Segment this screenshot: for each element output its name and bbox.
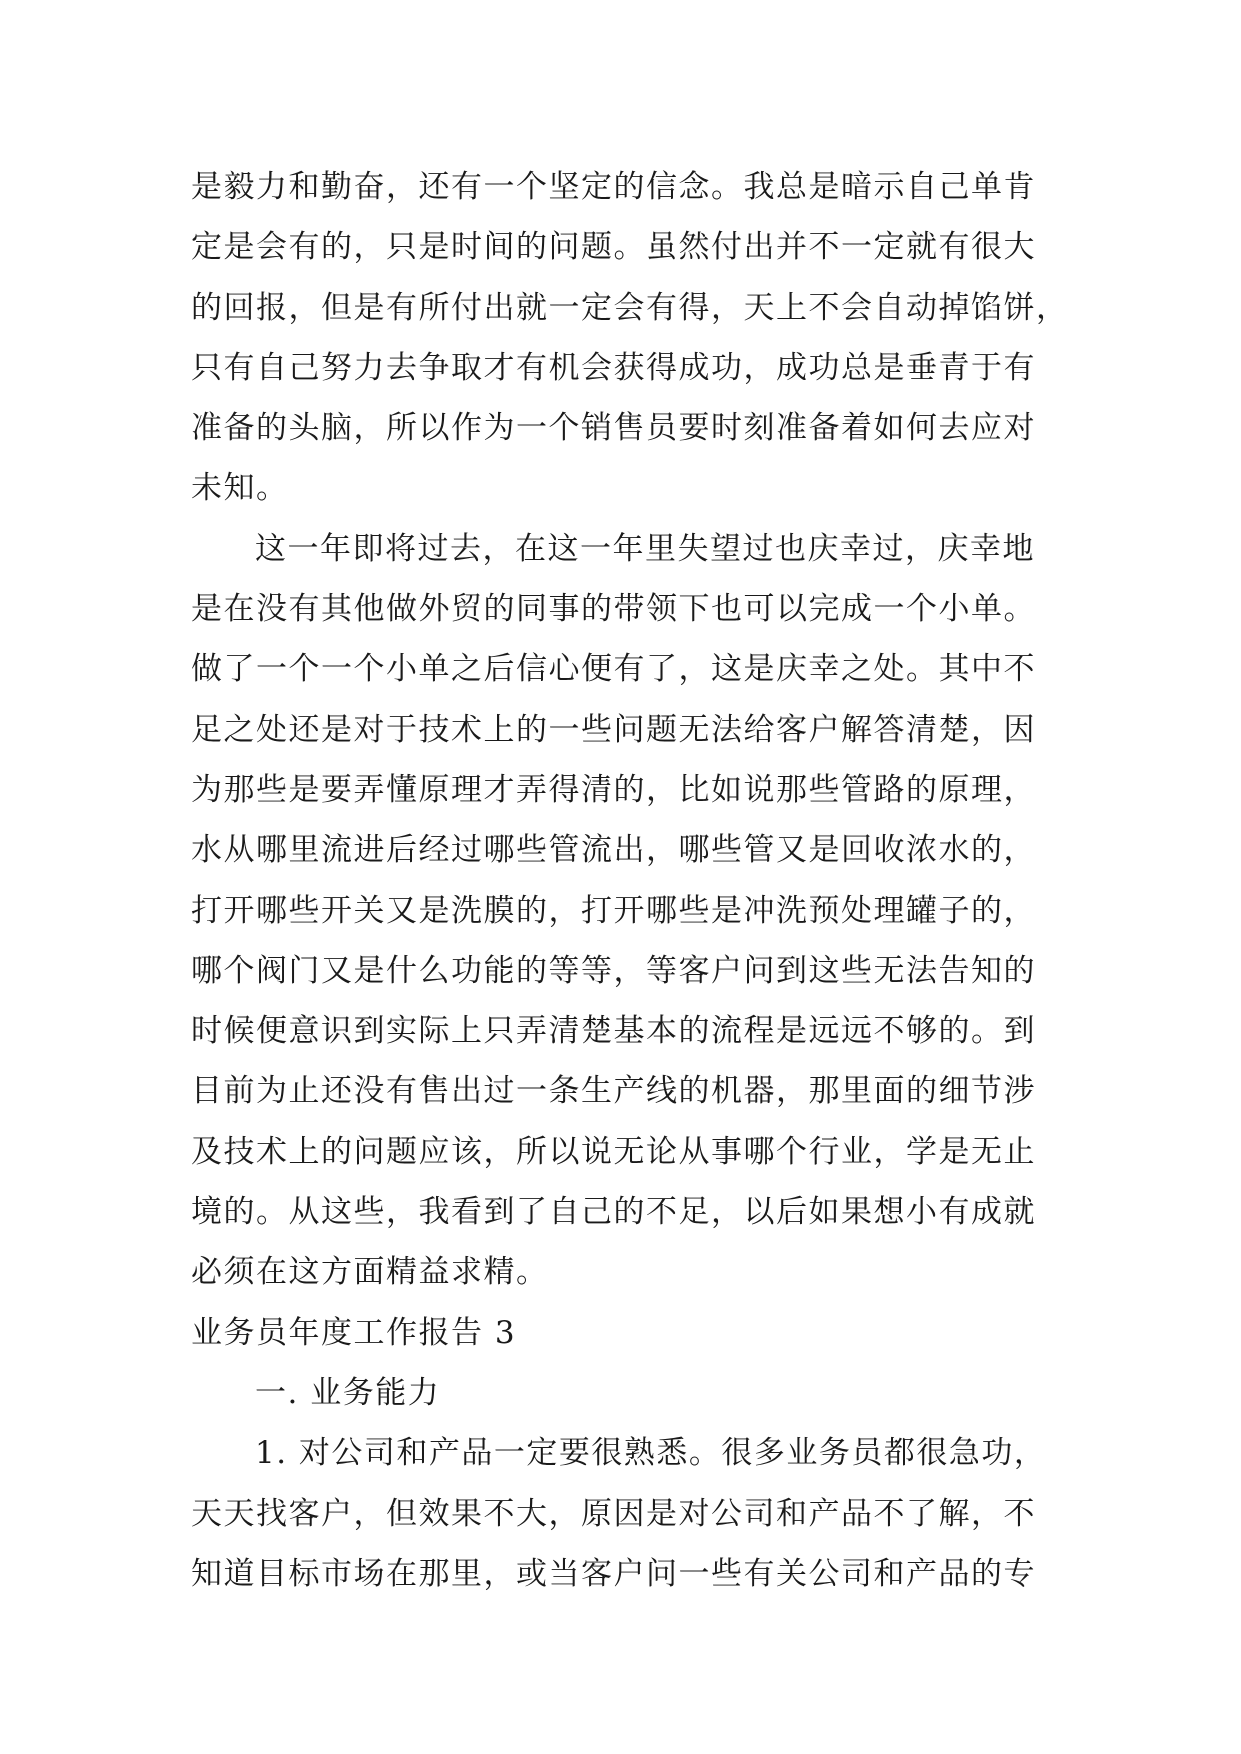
paragraph-line: 的回报，但是有所付出就一定会有得，天上不会自动掉馅饼， — [191, 289, 1069, 326]
paragraph-line: 为那些是要弄懂原理才弄得清的，比如说那些管路的原理， — [191, 771, 1036, 808]
paragraph-line: 哪个阀门又是什么功能的等等，等客户问到这些无法告知的 — [191, 952, 1036, 989]
paragraph-line: 是毅力和勤奋，还有一个坚定的信念。我总是暗示自己单肯 — [191, 169, 1036, 205]
paragraph-2 — [191, 519, 1071, 1303]
paragraph-line: 只有自己努力去争取才有机会获得成功，成功总是垂青于有 — [191, 349, 1036, 386]
paragraph-line: 天天找客户，但效果不大，原因是对公司和产品不了解，不 — [191, 1495, 1036, 1532]
subsection-title: 一. 业务能力 — [255, 1374, 441, 1411]
paragraph-line: 时候便意识到实际上只弄清楚基本的流程是远远不够的。到 — [191, 1013, 1036, 1050]
paragraph-line: 水从哪里流进后经过哪些管流出，哪些管又是回收浓水的， — [191, 832, 1036, 869]
paragraph-line: 是在没有其他做外贸的同事的带领下也可以完成一个小单。 — [191, 591, 1036, 628]
section-title: 业务员年度工作报告 3 — [191, 1314, 517, 1351]
paragraph-line: 这一年即将过去，在这一年里失望过也庆幸过，庆幸地 — [255, 530, 1035, 567]
paragraph-line: 1. 对公司和产品一定要很熟悉。很多业务员都很急功， — [255, 1435, 1047, 1472]
paragraph-line: 未知。 — [191, 470, 289, 507]
paragraph-line: 足之处还是对于技术上的一些问题无法给客户解答清楚，因 — [191, 711, 1036, 748]
paragraph-line: 境的。从这些，我看到了自己的不足，以后如果想小有成就 — [191, 1194, 1036, 1231]
paragraph-line: 必须在这方面精益求精。 — [191, 1254, 549, 1291]
paragraph-line: 知道目标市场在那里，或当客户问一些有关公司和产品的专 — [191, 1555, 1036, 1592]
paragraph-line: 目前为止还没有售出过一条生产线的机器，那里面的细节涉 — [191, 1073, 1036, 1110]
paragraph-line: 准备的头脑，所以作为一个销售员要时刻准备着如何去应对 — [191, 410, 1036, 447]
paragraph-line: 打开哪些开关又是洗膜的，打开哪些是冲洗预处理罐子的， — [191, 892, 1036, 929]
paragraph-1 — [191, 157, 1071, 519]
document-body — [191, 157, 1071, 1604]
paragraph-line: 定是会有的，只是时间的问题。虽然付出并不一定就有很大 — [191, 229, 1036, 266]
paragraph-line: 及技术上的问题应该，所以说无论从事哪个行业，学是无止 — [191, 1133, 1036, 1170]
paragraph-line: 做了一个一个小单之后信心便有了，这是庆幸之处。其中不 — [191, 651, 1036, 688]
item-paragraph — [191, 1423, 1071, 1604]
